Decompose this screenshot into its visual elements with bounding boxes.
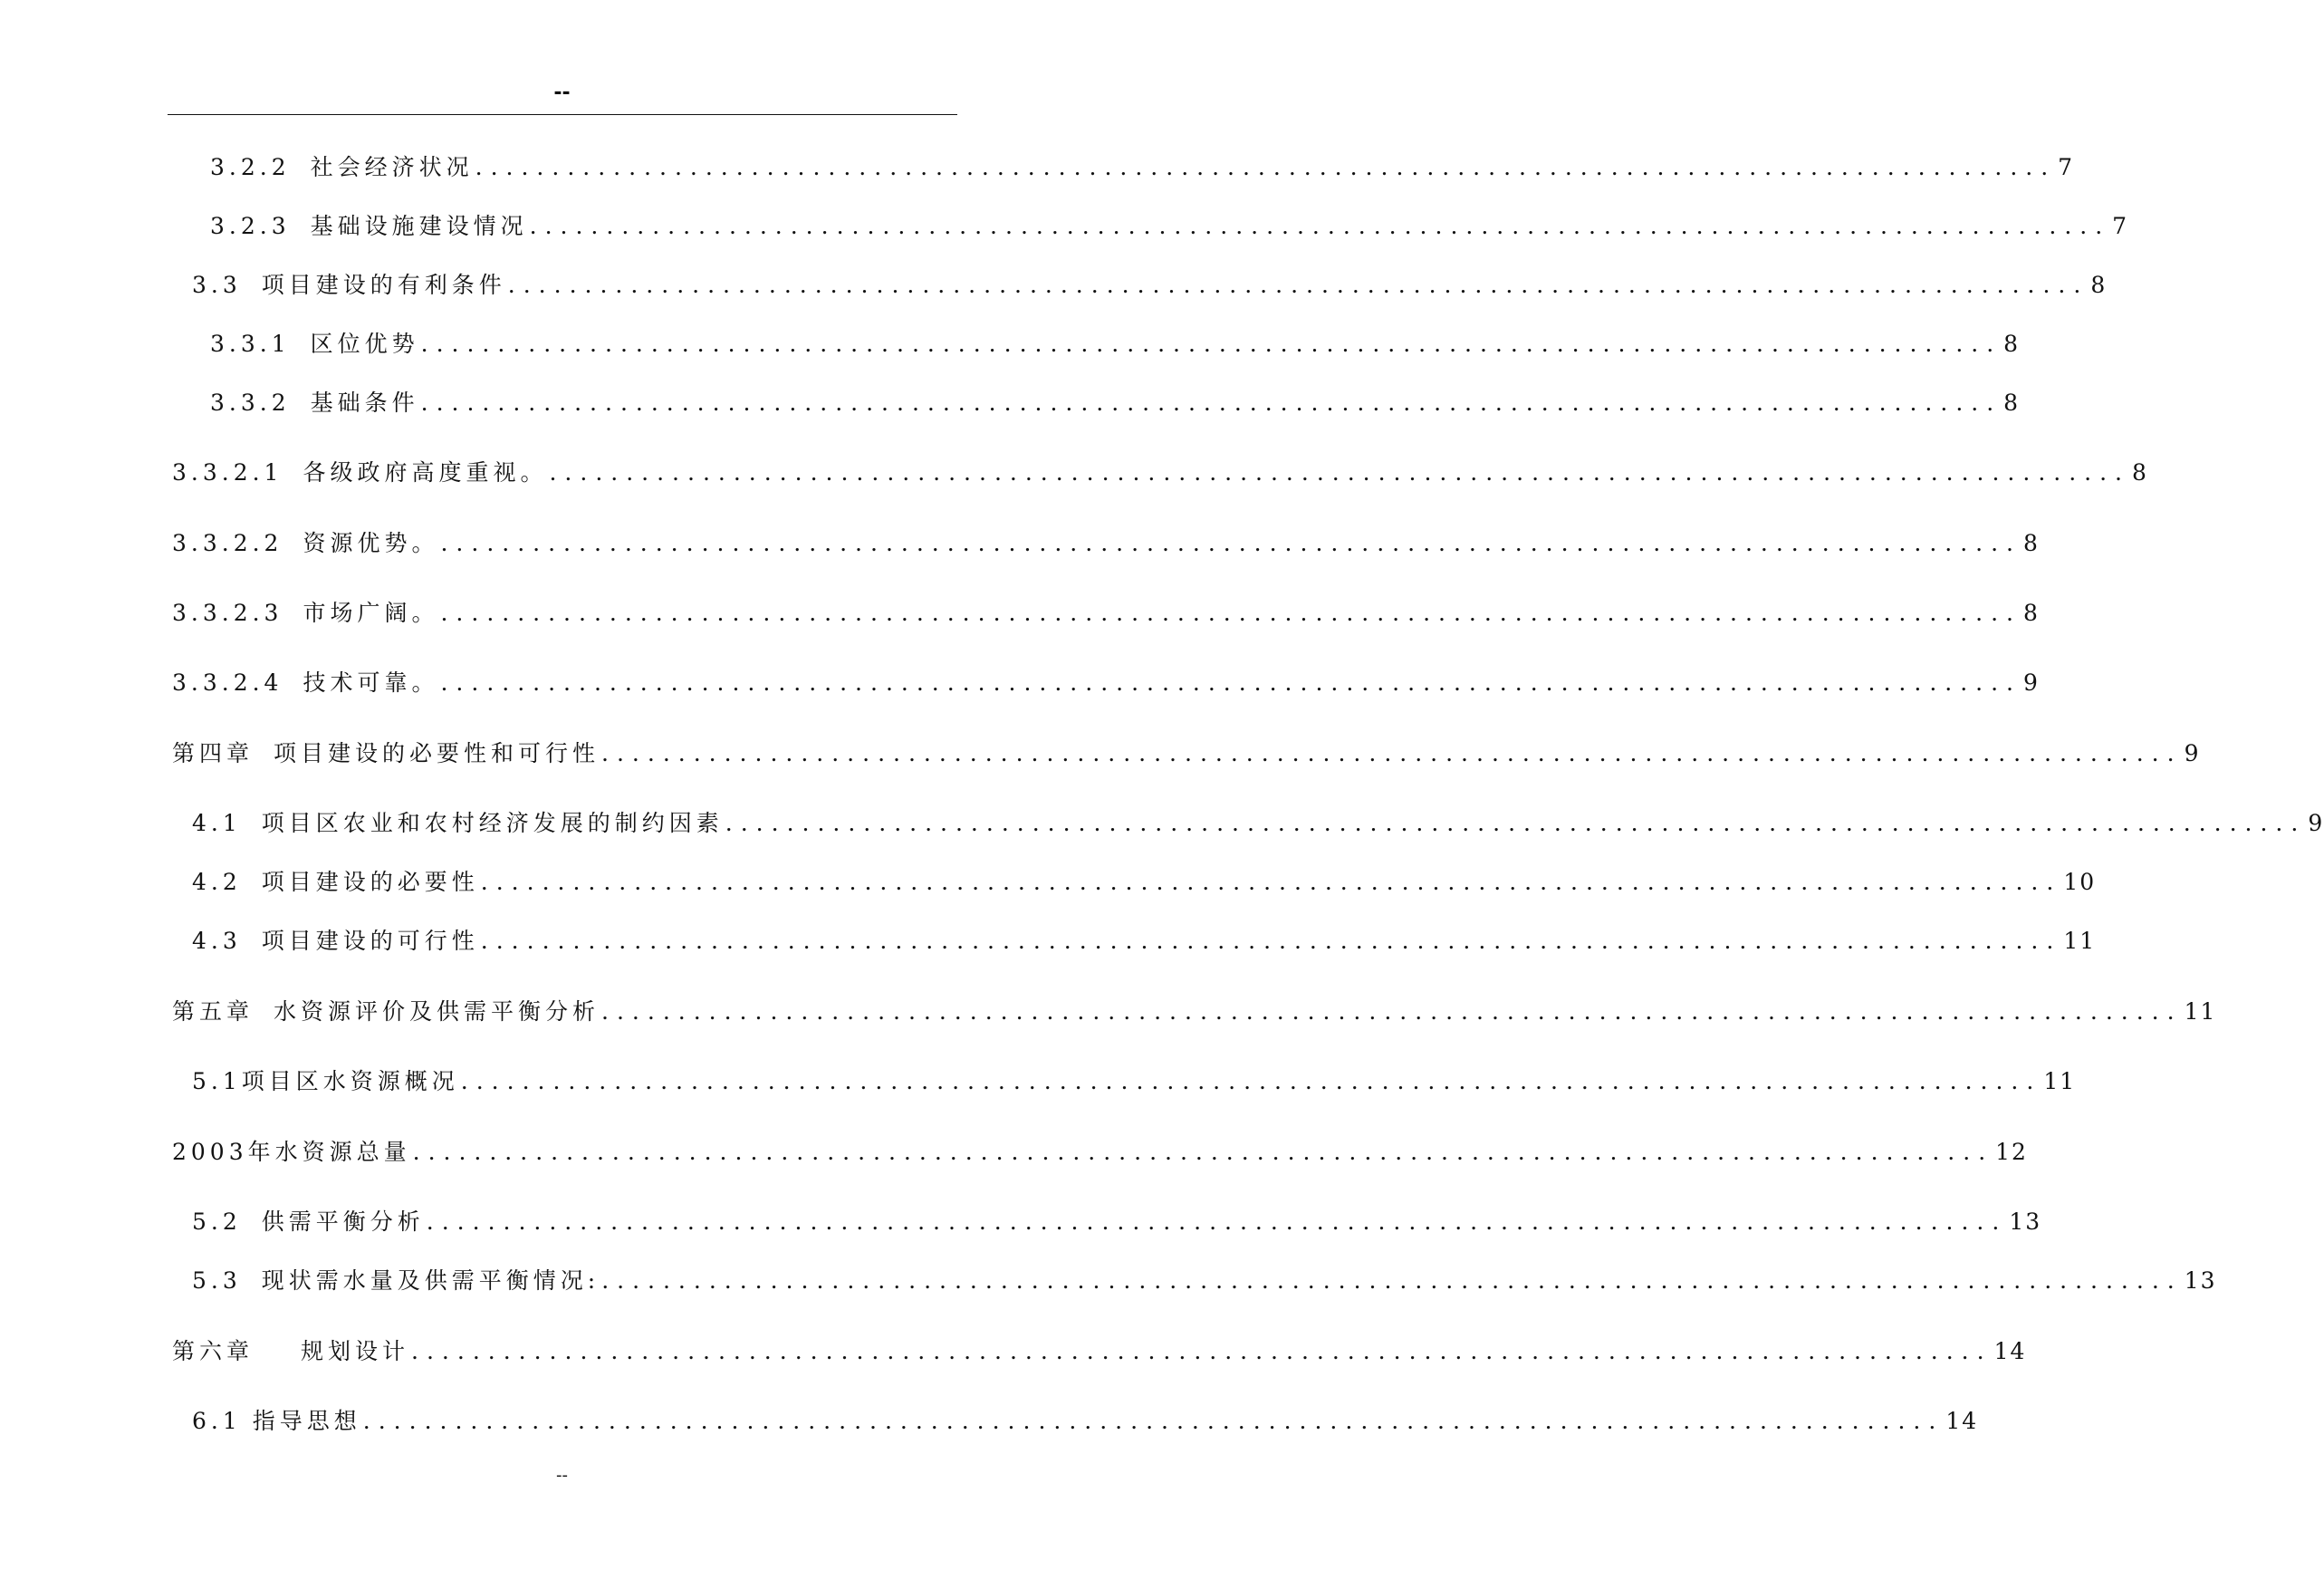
toc-entry-title: 项目建设的必要性 [261, 869, 479, 895]
toc-entry[interactable] [172, 458, 2148, 487]
toc-leader-dots: ....................................................................................................... [440, 669, 2022, 696]
toc-entry-title: 项目建设的有利条件 [261, 272, 506, 298]
toc-entry-number: 3.3 [192, 272, 242, 298]
toc-entry-title: 规划设计 [301, 1338, 410, 1364]
toc-entry[interactable] [192, 927, 2097, 956]
toc-leader-dots: ....................................................................................................... [601, 740, 2183, 766]
toc-leader-dots: ....................................................................................................... [411, 1338, 1993, 1364]
toc-entry-page: 11 [2063, 928, 2097, 954]
toc-entry-page: 10 [2063, 869, 2097, 895]
toc-entry[interactable] [192, 1266, 2217, 1295]
toc-entry-number: 3.3.2.1 [172, 459, 283, 486]
toc-entry-number: 3.2.2 [210, 154, 291, 180]
toc-entry-number: 5.1 [192, 1068, 242, 1094]
toc-entry-page: 9 [2308, 810, 2324, 836]
toc-entry[interactable] [192, 809, 2324, 838]
toc-entry-title: 技术可靠。 [303, 669, 439, 696]
toc-entry-page: 8 [2003, 390, 2021, 416]
toc-leader-dots: ....................................................................................................... [362, 1408, 1945, 1434]
toc-entry-number: 第五章 [172, 998, 254, 1025]
toc-entry-number: 3.3.2.4 [172, 669, 283, 696]
toc-entry-title: 水资源评价及供需平衡分析 [274, 998, 600, 1025]
toc-leader-dots: ....................................................................................................... [529, 213, 2111, 239]
toc-entry[interactable] [192, 1067, 2077, 1096]
toc-entry-page: 14 [1993, 1338, 2027, 1364]
toc-entry-title: 市场广阔。 [303, 600, 439, 626]
toc-entry-number: 4.3 [192, 928, 242, 954]
toc-entry-number: 第四章 [172, 740, 254, 766]
toc-entry-page: 14 [1945, 1408, 1979, 1434]
toc-leader-dots: ....................................................................................................... [480, 928, 2062, 954]
toc-entry[interactable] [172, 1337, 2027, 1366]
toc-entry-title: 社会经济状况 [310, 154, 474, 180]
toc-entry-page: 8 [2090, 272, 2108, 298]
toc-entry-title: 各级政府高度重视。 [303, 459, 548, 486]
toc-entry-page: 8 [2023, 600, 2040, 626]
toc-entry[interactable] [172, 599, 2040, 628]
toc-entry-title: 项目区水资源概况 [241, 1068, 459, 1094]
page-header-mark: -- [553, 82, 571, 104]
toc-entry-number: 3.3.2.3 [172, 600, 283, 626]
toc-entry-number: 3.3.2 [210, 390, 291, 416]
toc-entry[interactable] [172, 529, 2040, 558]
toc-entry-title: 供需平衡分析 [261, 1209, 425, 1235]
toc-entry-page: 12 [1995, 1139, 2028, 1165]
toc-entry-title: 资源优势。 [303, 530, 439, 556]
toc-leader-dots: ....................................................................................................... [507, 272, 2089, 298]
toc-entry[interactable] [192, 271, 2108, 300]
toc-leader-dots: ....................................................................................................... [601, 1267, 2183, 1294]
toc-entry-title: 指导思想 [252, 1408, 361, 1434]
toc-entry[interactable] [172, 739, 2201, 768]
toc-entry[interactable] [172, 1138, 2028, 1167]
toc-entry-page: 7 [2112, 213, 2129, 239]
page-footer-mark: -- [556, 1466, 568, 1485]
toc-entry-page: 8 [2023, 530, 2040, 556]
toc-leader-dots: ....................................................................................................... [475, 154, 2057, 180]
toc-entry-title: 区位优势 [310, 331, 419, 357]
toc-entry-page: 11 [2043, 1068, 2077, 1094]
toc-leader-dots: ....................................................................................................... [725, 810, 2307, 836]
toc-entry-title: 基础设施建设情况 [310, 213, 528, 239]
toc-entry-number: 3.3.2.2 [172, 530, 283, 556]
toc-entry-title: 项目建设的必要性和可行性 [274, 740, 600, 766]
toc-leader-dots: ....................................................................................................... [412, 1139, 1994, 1165]
toc-leader-dots: ....................................................................................................... [440, 600, 2022, 626]
toc-entry-page: 11 [2184, 998, 2217, 1025]
toc-leader-dots: ....................................................................................................... [420, 331, 2002, 357]
toc-entry[interactable] [192, 1208, 2042, 1237]
toc-entry-number: 3.3.1 [210, 331, 291, 357]
toc-entry[interactable] [210, 212, 2129, 241]
toc-entry[interactable] [192, 868, 2097, 897]
toc-entry-page: 8 [2003, 331, 2021, 357]
toc-leader-dots: ....................................................................................................... [480, 869, 2062, 895]
toc-entry[interactable] [210, 153, 2075, 182]
toc-entry-title: 基础条件 [310, 390, 419, 416]
toc-leader-dots: ....................................................................................................... [460, 1068, 2042, 1094]
toc-entry-page: 13 [2009, 1209, 2042, 1235]
toc-entry-title: 项目区农业和农村经济发展的制约因素 [261, 810, 724, 836]
toc-leader-dots: ....................................................................................................... [601, 998, 2183, 1025]
toc-entry-page: 8 [2132, 459, 2148, 486]
toc-leader-dots: ....................................................................................................... [440, 530, 2022, 556]
toc-entry-number: 5.3 [192, 1267, 242, 1294]
toc-entry-number: 5.2 [192, 1209, 242, 1235]
toc-entry-title: 项目建设的可行性 [261, 928, 479, 954]
toc-entry-number: 6.1 [192, 1408, 242, 1434]
toc-entry-title: 2003年水资源总量 [172, 1139, 411, 1165]
toc-leader-dots: ....................................................................................................... [549, 459, 2131, 486]
toc-entry-number: 3.2.3 [210, 213, 291, 239]
toc-entry[interactable] [172, 669, 2040, 698]
toc-entry-page: 9 [2184, 740, 2201, 766]
toc-entry-number: 4.2 [192, 869, 242, 895]
toc-entry-page: 9 [2023, 669, 2040, 696]
toc-entry[interactable] [210, 330, 2021, 359]
toc-entry-page: 7 [2058, 154, 2075, 180]
toc-entry-number: 4.1 [192, 810, 242, 836]
toc-entry[interactable] [210, 389, 2021, 418]
toc-entry-title: 现状需水量及供需平衡情况: [261, 1267, 600, 1294]
toc-leader-dots: ....................................................................................................... [426, 1209, 2008, 1235]
toc-entry-number: 第六章 [172, 1338, 254, 1364]
toc-entry[interactable] [192, 1407, 1979, 1436]
toc-leader-dots: ....................................................................................................... [420, 390, 2002, 416]
toc-entry-page: 13 [2184, 1267, 2217, 1294]
toc-entry[interactable] [172, 997, 2217, 1026]
